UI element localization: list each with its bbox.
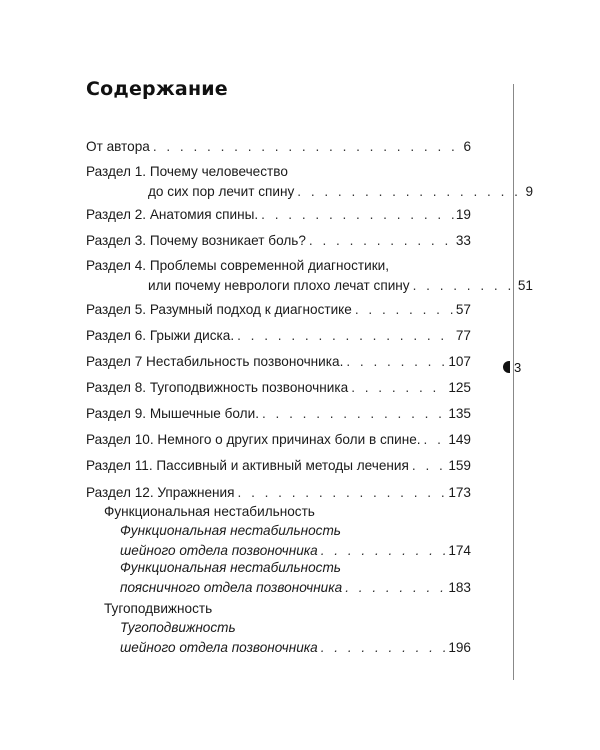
toc-entry-page: 57: [455, 302, 471, 317]
toc-entry[interactable]: [86, 137, 471, 157]
toc-entry-title: Раздел 8. Тугоподвижность позвоночника: [86, 380, 349, 395]
leader-dots: [355, 300, 454, 320]
toc-subheading[interactable]: [104, 502, 471, 522]
toc-entry-title: Раздел 1. Почему человечество: [86, 164, 288, 179]
toc-entry-page: 107: [448, 354, 471, 369]
toc-entry-title: Раздел 3. Почему возникает боль?: [86, 233, 306, 248]
toc-subheading-title: Функциональная нестабильность: [104, 504, 315, 519]
leader-dots: [346, 352, 446, 372]
toc-entry-page: 77: [455, 328, 471, 343]
toc-entry[interactable]: [86, 300, 471, 320]
toc-entry-page: 159: [448, 458, 471, 473]
toc-entry-title: Раздел 9. Мышечные боли.: [86, 406, 259, 421]
toc-entry-title: Раздел 7 Нестабильность позвоночника.: [86, 354, 344, 369]
toc-subheading[interactable]: [104, 599, 471, 619]
leader-dots: [424, 430, 447, 450]
toc-subentry-title: Функциональная нестабильность: [120, 523, 341, 538]
half-circle-icon: [503, 361, 510, 373]
toc-entry[interactable]: [86, 378, 471, 398]
toc-entry[interactable]: [86, 256, 533, 296]
leader-dots: [297, 182, 523, 202]
toc-entry-title: Раздел 2. Анатомия спины.: [86, 207, 259, 222]
toc-entry-title: Раздел 12. Упражнения: [86, 485, 235, 500]
toc-entry-title: От автора: [86, 139, 150, 154]
toc-entry[interactable]: [86, 404, 471, 424]
toc-entry-page: 19: [455, 207, 471, 222]
toc-entry[interactable]: [86, 430, 471, 450]
toc-subentry-page: 183: [448, 580, 471, 595]
toc-entry-page: 173: [448, 485, 471, 500]
leader-dots: [413, 276, 516, 296]
leader-dots: [238, 483, 447, 503]
leader-dots: [309, 231, 454, 251]
toc-entry-title-continued: до сих пор лечит спину: [148, 184, 295, 199]
leader-dots: [261, 205, 454, 225]
toc-entry-page: 51: [517, 278, 533, 293]
toc-subentry-title: Функциональная нестабильность: [120, 560, 341, 575]
toc-subentry-title-continued: шейного отдела позвоночника: [120, 543, 318, 558]
toc-entry-page: 9: [525, 184, 533, 199]
toc-entry[interactable]: [86, 326, 471, 346]
toc-entry[interactable]: [86, 231, 471, 251]
toc-entry-page: 149: [448, 432, 471, 447]
toc-entry[interactable]: [86, 456, 471, 476]
page-number: 3: [514, 359, 522, 375]
leader-dots: [153, 137, 462, 157]
toc-entry-page: 135: [448, 406, 471, 421]
toc-entry-title: Раздел 10. Немного о других причинах боли в спине.: [86, 432, 421, 447]
toc-entry-title: Раздел 5. Разумный подход к диагностике: [86, 302, 352, 317]
toc-subentry-title-continued: шейного отдела позвоночника: [120, 640, 318, 655]
vertical-rule: [513, 84, 514, 680]
toc-heading: Содержание: [86, 78, 228, 100]
toc-subentry[interactable]: [120, 618, 471, 658]
toc-entry-title: Раздел 4. Проблемы современной диагностики,: [86, 258, 390, 273]
toc-entry[interactable]: [86, 205, 471, 225]
page-number-marker: [503, 359, 521, 375]
toc-subentry-title: Тугоподвижность: [120, 620, 236, 635]
leader-dots: [412, 456, 446, 476]
toc-entry-title-continued: или почему неврологи плохо лечат спину: [148, 278, 410, 293]
toc-subentry[interactable]: [120, 521, 471, 561]
leader-dots: [237, 326, 454, 346]
leader-dots: [345, 578, 446, 598]
toc-entry-page: 33: [455, 233, 471, 248]
toc-entry-page: 125: [448, 380, 471, 395]
toc-subentry-page: 174: [448, 543, 471, 558]
leader-dots: [262, 404, 446, 424]
toc-subentry-page: 196: [448, 640, 471, 655]
toc-subentry-title-continued: поясничного отдела позвоночника: [120, 580, 343, 595]
toc-entry[interactable]: [86, 352, 471, 372]
toc-subentry[interactable]: [120, 558, 471, 598]
leader-dots: [351, 378, 446, 398]
toc-entry-title: Раздел 6. Грыжи диска.: [86, 328, 235, 343]
leader-dots: [321, 638, 447, 658]
toc-subheading-title: Тугоподвижность: [104, 601, 213, 616]
toc-entry[interactable]: [86, 483, 471, 503]
toc-entry-title: Раздел 11. Пассивный и активный методы лечения: [86, 458, 409, 473]
toc-entry[interactable]: [86, 162, 533, 202]
toc-entry-page: 6: [463, 139, 471, 154]
